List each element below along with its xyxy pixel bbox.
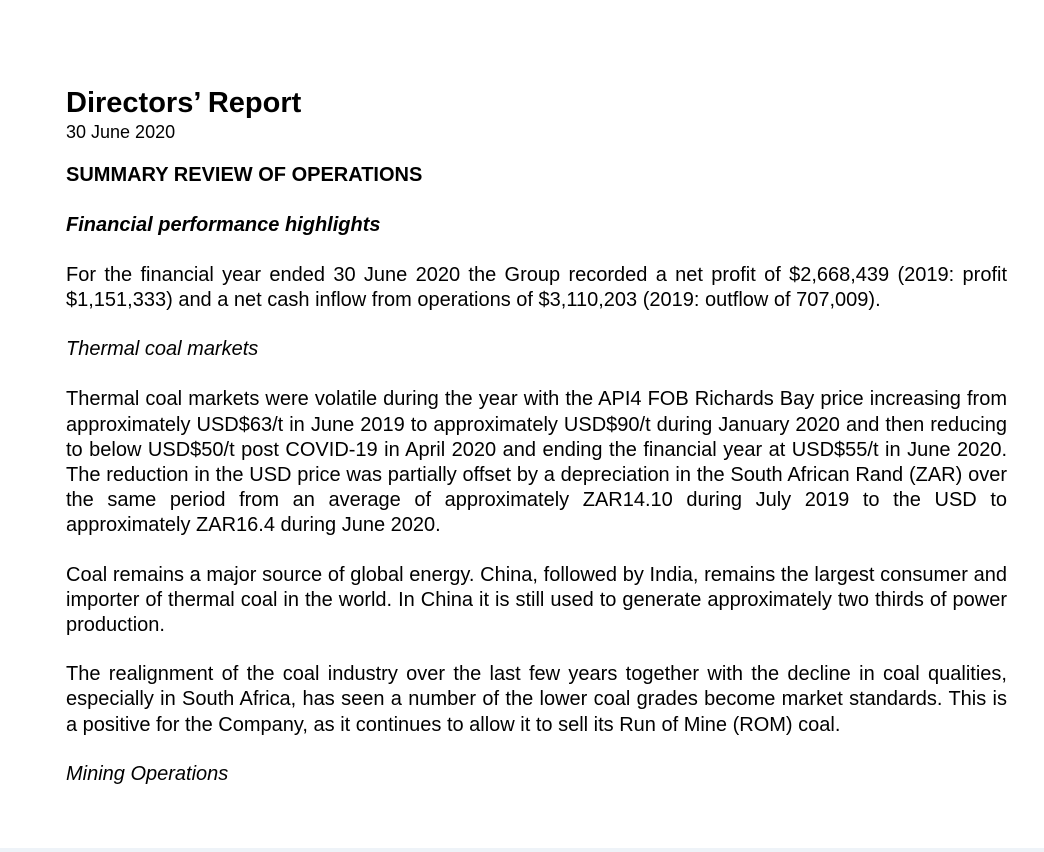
thermal-paragraph-2: Coal remains a major source of global energy. China, followed by India, remains the largest consumer and importer of thermal coal in the world. In China it is still used to generate approximately two thirds of power production. bbox=[66, 563, 1007, 637]
financial-highlights-heading: Financial performance highlights bbox=[66, 214, 381, 236]
mining-operations-heading: Mining Operations bbox=[66, 762, 229, 785]
thermal-coal-heading: Thermal coal markets bbox=[66, 338, 259, 361]
section-heading: SUMMARY REVIEW OF OPERATIONS bbox=[66, 164, 423, 186]
report-date: 30 June 2020 bbox=[66, 122, 176, 142]
page-bottom-edge bbox=[0, 848, 1044, 852]
report-title: Directors’ Report bbox=[66, 87, 302, 119]
thermal-paragraph-1: Thermal coal markets were volatile during the year with the API4 FOB Richards Bay price increasing from approximately USD$63/t in June 2019 to approximately USD$90/t during January 2020 and then reducing to below USD$50/t post COVID-19 in April 2020 and ending the financial year at USD$55/t in June 2020. The reduction in the USD price was partially offset by a depreciation in the South African Rand (ZAR) over the same period from an average of approximately ZAR14.10 during July 2019 to the USD to approximately ZAR16.4 during June 2020. bbox=[66, 388, 1007, 537]
financial-paragraph: For the financial year ended 30 June 2020 the Group recorded a net profit of $2,668,439 (2019: profit $1,151,333) and a net cash inflow from operations of $3,110,203 (2019: outflow of 707,009). bbox=[66, 264, 1007, 312]
document-page bbox=[66, 86, 1007, 787]
thermal-paragraph-3: The realignment of the coal industry over the last few years together with the decline in coal qualities, especially in South Africa, has seen a number of the lower coal grades become market standards. This is a positive for the Company, as it continues to allow it to sell its Run of Mine (ROM) coal. bbox=[66, 663, 1007, 736]
